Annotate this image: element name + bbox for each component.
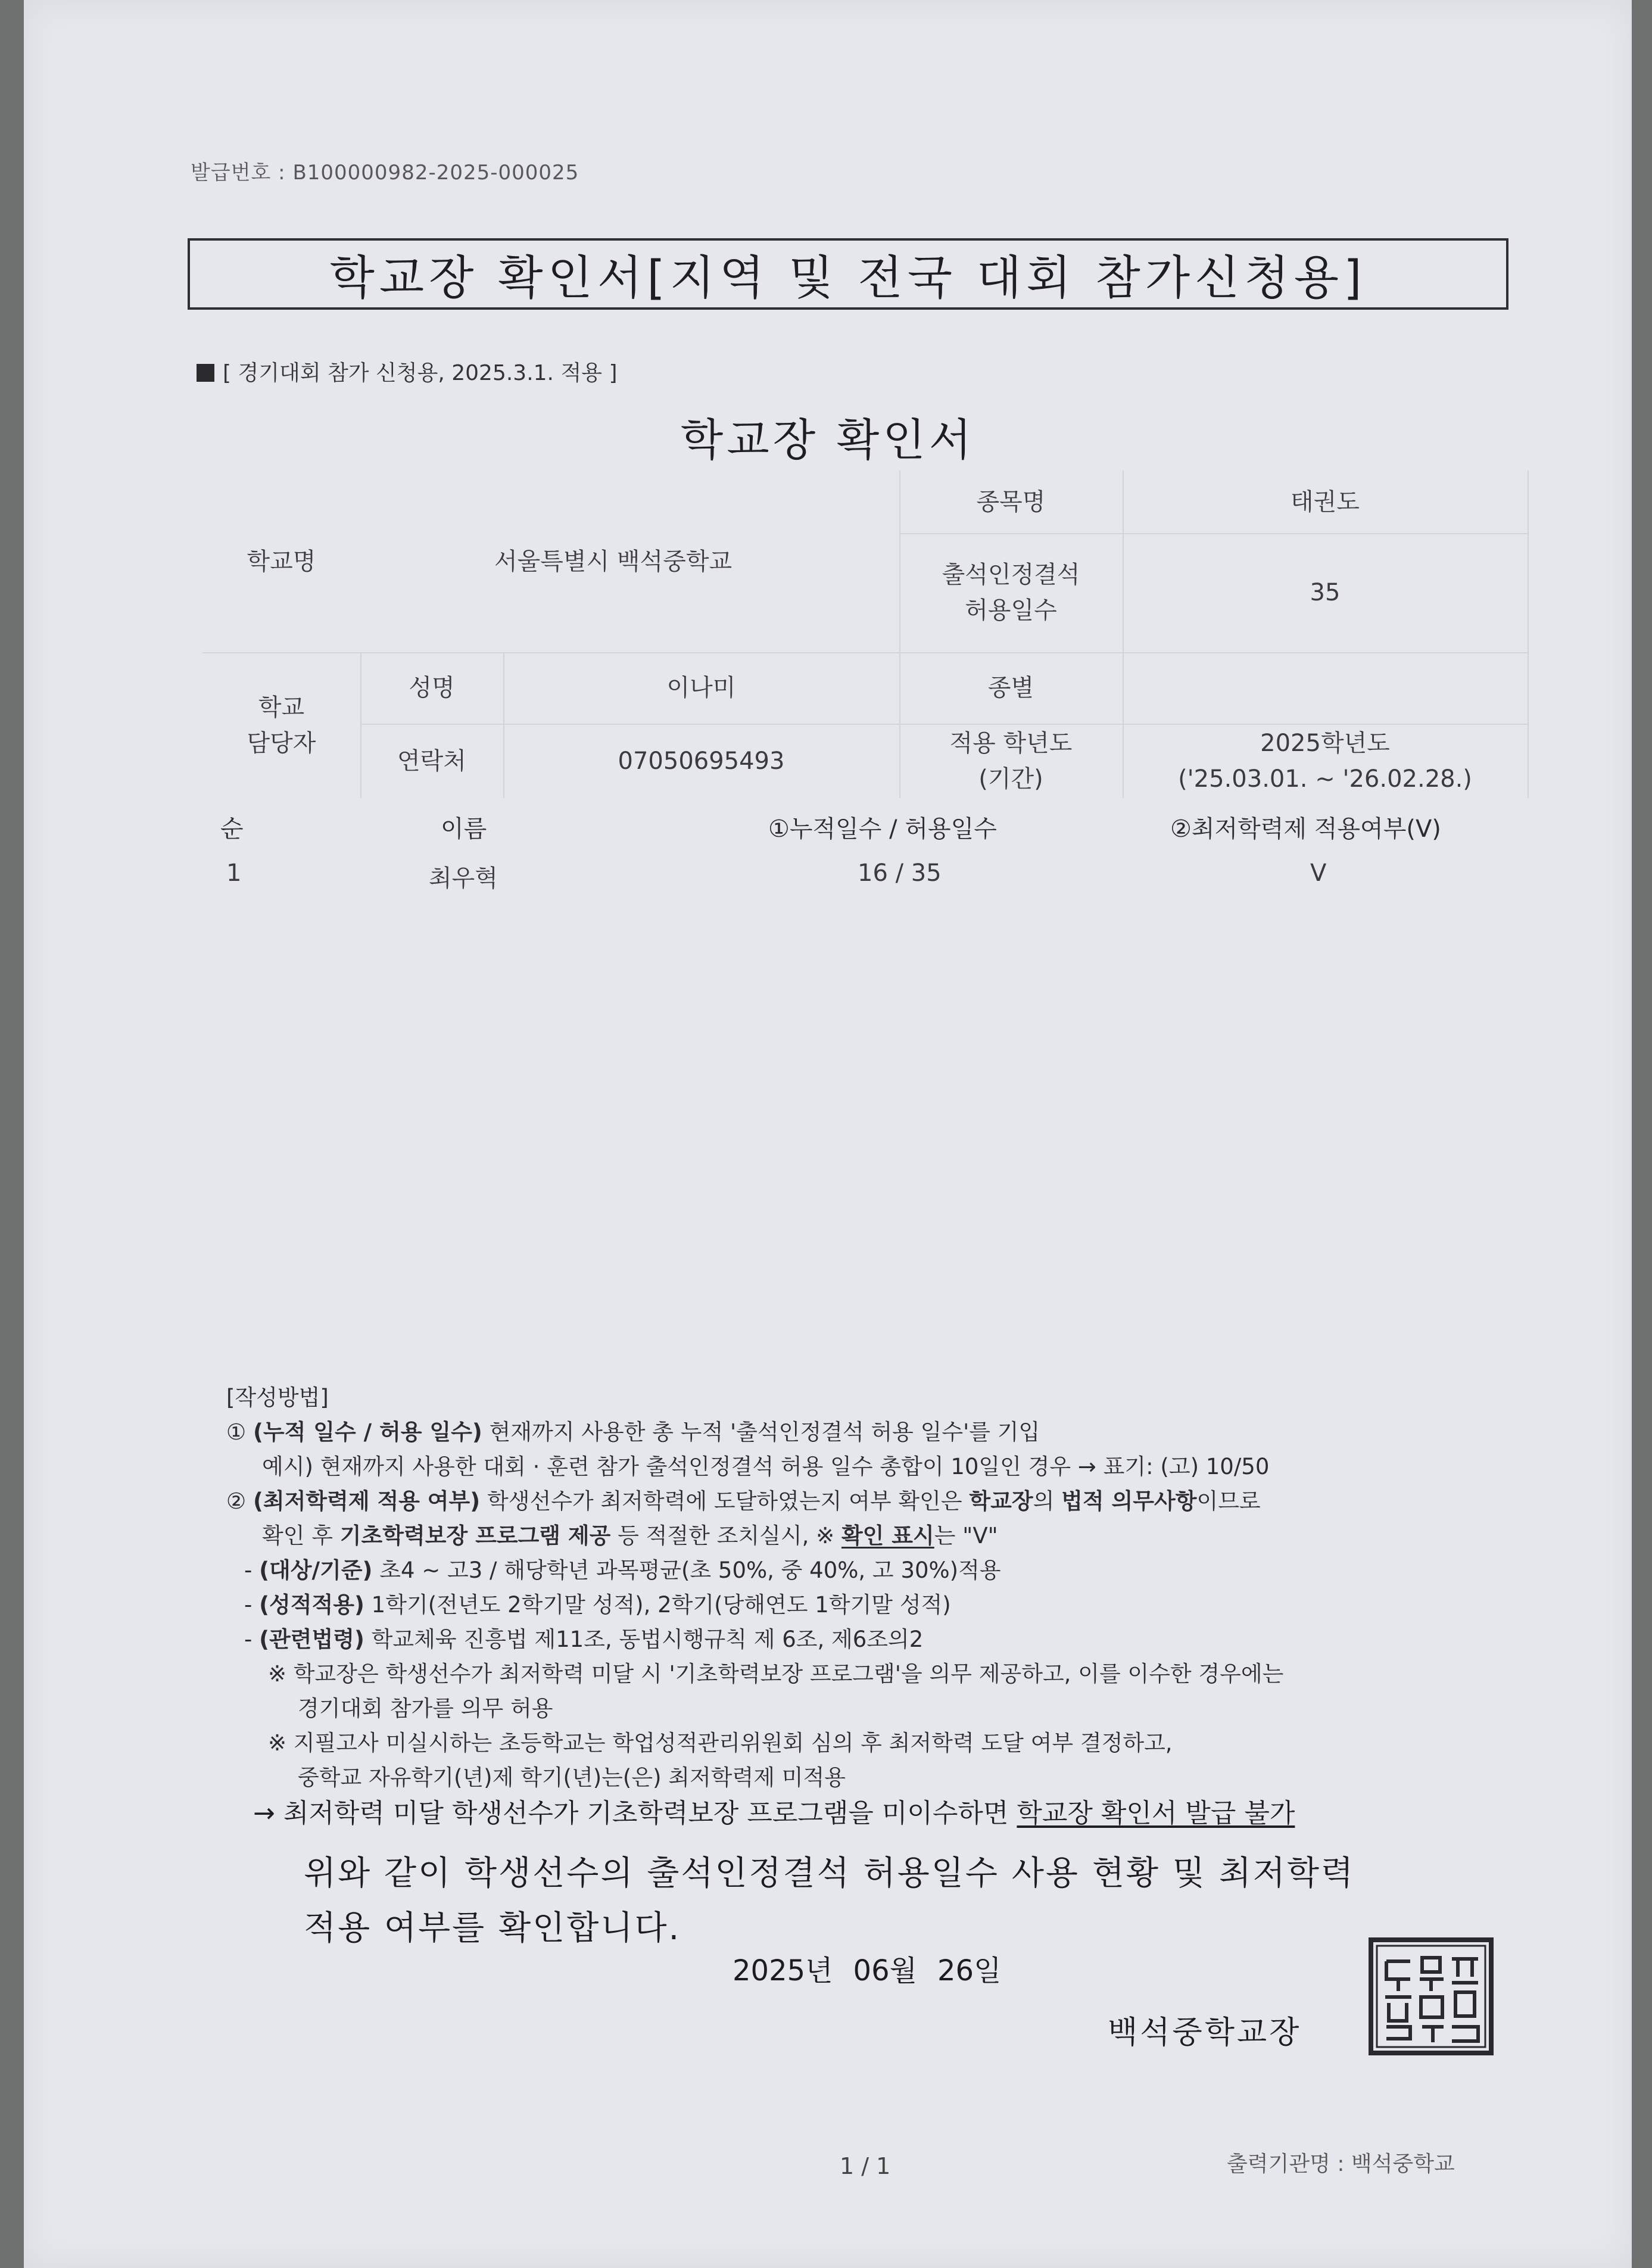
instruction-text: ② — [226, 1488, 253, 1514]
instruction-line — [244, 1588, 951, 1622]
output-organization: 출력기관명 : 백석중학교 — [1227, 2152, 1455, 2176]
list-header-min-academic: ②최저학력제 적용여부(V) — [1170, 815, 1441, 843]
staff-name-value: 이나미 — [666, 674, 736, 702]
instruction-text: 학교장 확인서 발급 불가 — [1017, 1798, 1295, 1828]
category-value — [1123, 652, 1528, 724]
instruction-text: → 최저학력 미달 학생선수가 기초학력보장 프로그램을 미이수하면 — [253, 1798, 1017, 1828]
instruction-text: - — [244, 1627, 260, 1652]
event-value: 태권도 — [1291, 488, 1360, 516]
school-year-label — [899, 724, 1123, 798]
instruction-text: 법적 의무사항 — [1061, 1488, 1197, 1514]
instruction-text: 학생선수가 최저학력에 도달하였는지 여부 확인은 — [480, 1488, 970, 1514]
list-header-name: 이름 — [441, 815, 487, 843]
instruction-text: 는 "V" — [934, 1523, 998, 1549]
contact-value: 07050695493 — [618, 747, 785, 775]
instruction-text: 이므로 — [1196, 1488, 1261, 1514]
confirmation-statement — [304, 1846, 1355, 1956]
instruction-text: (누적 일수 / 허용 일수) — [253, 1419, 482, 1445]
instruction-text: 확인 표시 — [841, 1523, 934, 1549]
contact-label: 연락처 — [397, 747, 466, 775]
instruction-text: (대상/기준) — [259, 1557, 373, 1583]
staff-name-label: 성명 — [409, 674, 455, 702]
application-note — [197, 356, 618, 387]
instruction-line: 경기대회 참가를 의무 허용 — [298, 1696, 553, 1721]
instruction-line — [244, 1622, 923, 1657]
instruction-text: (성적적용) — [259, 1592, 364, 1618]
school-name-label: 학교명 — [247, 547, 316, 575]
instruction-line: ※ 지필고사 미실시하는 초등학교는 학업성적관리위원회 심의 후 최저학력 도달 여부 결정하고, — [268, 1730, 1173, 1756]
issue-date — [733, 1948, 1021, 1989]
instruction-line — [253, 1796, 1295, 1831]
staff-label — [202, 652, 360, 798]
page-number: 1 / 1 — [840, 2153, 891, 2179]
instruction-line — [244, 1553, 1001, 1588]
date-day: 26일 — [937, 1954, 1002, 1987]
instruction-text: (최저학력제 적용 여부) — [253, 1488, 481, 1514]
list-row-days: 16 / 35 — [858, 859, 942, 887]
instruction-text: 학교장 — [969, 1488, 1033, 1514]
document-title: 학교장 확인서 — [680, 415, 975, 466]
instruction-line: ※ 학교장은 학생선수가 최저학력 미달 시 '기초학력보장 프로그램'을 의무 제공하고, 이를 이수한 경우에는 — [268, 1661, 1284, 1687]
allowed-days-label-line2: 허용일수 — [965, 597, 1057, 624]
instruction-text: ① — [226, 1419, 253, 1445]
allowed-days-value: 35 — [1310, 579, 1341, 606]
square-bullet-icon — [197, 364, 214, 382]
staff-label-line1: 학교 — [258, 693, 305, 721]
event-label: 종목명 — [976, 488, 1046, 516]
confirmation-line: 적용 여부를 확인합니다. — [304, 1909, 681, 1948]
principal-name: 백석중학교장 — [1108, 2015, 1302, 2051]
instruction-text: 학교체육 진흥법 제11조, 동법시행규칙 제 6조, 제6조의2 — [364, 1627, 924, 1652]
date-month: 06월 — [853, 1954, 917, 1987]
school-year-value — [1123, 724, 1528, 798]
school-year-value-line1: 2025학년도 — [1260, 729, 1390, 757]
list-row-name: 최우혁 — [429, 865, 498, 892]
instructions-heading: [작성방법] — [226, 1385, 329, 1410]
staff-label-line2: 담당자 — [247, 729, 316, 757]
allowed-days-label — [899, 533, 1123, 652]
school-year-label-line2: (기간) — [978, 765, 1043, 793]
instruction-text: 현재까지 사용한 총 누적 '출석인정결석 허용 일수'를 기입 — [482, 1419, 1040, 1445]
issue-number: 발급번호 : B100000982-2025-000025 — [191, 161, 579, 185]
instruction-line — [226, 1415, 1040, 1450]
application-note-text: [ 경기대회 참가 신청용, 2025.3.1. 적용 ] — [223, 361, 618, 385]
confirmation-line: 위와 같이 학생선수의 출석인정결석 허용일수 사용 현황 및 최저학력 — [304, 1854, 1355, 1893]
instruction-line — [226, 1484, 1261, 1519]
document-page — [24, 0, 1632, 2268]
instruction-text: - — [244, 1557, 260, 1583]
official-seal-icon — [1369, 1937, 1494, 2055]
instruction-line — [262, 1519, 998, 1553]
list-row-no: 1 — [226, 859, 242, 887]
instruction-text: 확인 후 — [262, 1523, 340, 1549]
school-year-value-line2: ('25.03.01. ~ '26.02.28.) — [1178, 765, 1472, 793]
instruction-line: 중학교 자유학기(년)제 학기(년)는(은) 최저학력제 미적용 — [298, 1765, 846, 1790]
instruction-text: 의 — [1033, 1488, 1062, 1514]
allowed-days-label-line1: 출석인정결석 — [942, 561, 1080, 588]
document-title-box: 학교장 확인서[지역 및 전국 대회 참가신청용] — [188, 238, 1508, 310]
instruction-text: - — [244, 1592, 260, 1618]
list-row-applied: V — [1310, 859, 1327, 887]
date-year: 2025년 — [733, 1954, 833, 1987]
list-header-no: 순 — [220, 815, 244, 843]
list-header-days: ①누적일수 / 허용일수 — [768, 815, 997, 843]
info-table — [202, 471, 1528, 798]
instruction-text: 초4 ~ 고3 / 해당학년 과목평균(초 50%, 중 40%, 고 30%)적용 — [372, 1557, 1001, 1583]
instruction-text: 등 적절한 조치실시, ※ — [610, 1523, 841, 1549]
instruction-line: 예시) 현재까지 사용한 대회 · 훈련 참가 출석인정결석 허용 일수 총합이 10일인 경우 → 표기: (고) 10/50 — [262, 1454, 1270, 1479]
table-divider — [1528, 471, 1529, 798]
instruction-text: (관련법령) — [259, 1627, 364, 1652]
school-year-label-line1: 적용 학년도 — [949, 729, 1073, 757]
category-label: 종별 — [987, 674, 1034, 702]
instruction-text: 기초학력보장 프로그램 제공 — [339, 1523, 611, 1549]
school-name-value: 서울특별시 백석중학교 — [494, 547, 733, 575]
instruction-text: 1학기(전년도 2학기말 성적), 2학기(당해연도 1학기말 성적) — [364, 1592, 951, 1618]
